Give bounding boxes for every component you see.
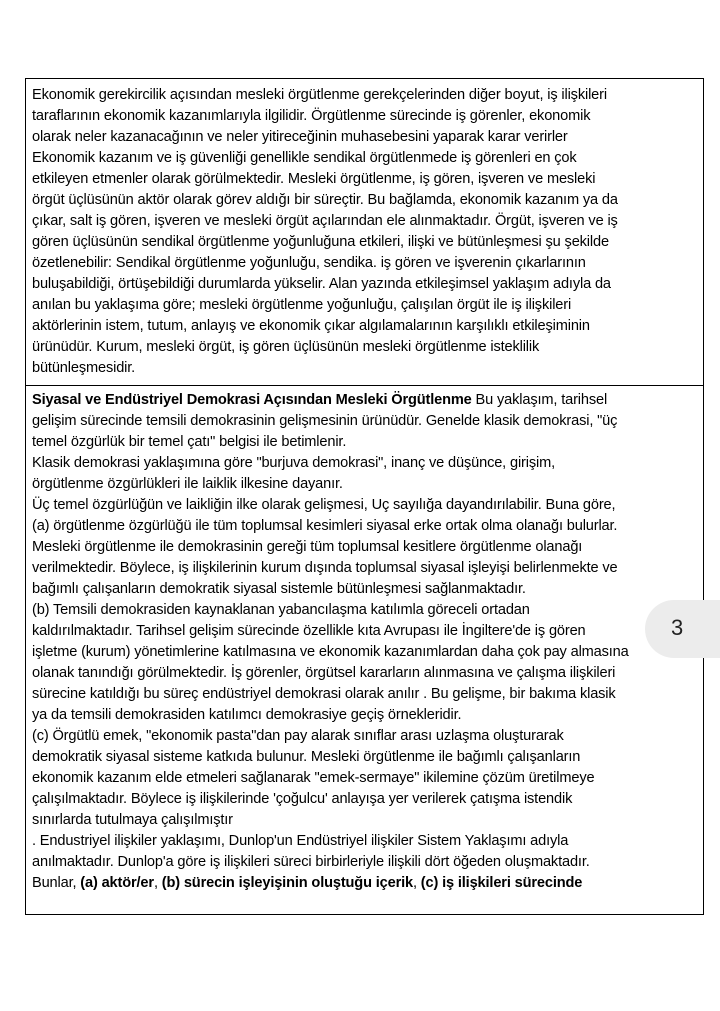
text-line-final: [32, 873, 697, 894]
item-a-bold: (a) aktör/er: [80, 875, 154, 891]
text-line: (b) Temsili demokrasiden kaynaklanan yabancılaşma katılımla göreceli ortadan: [32, 602, 530, 618]
text-line: sınırlarda tutulmaya çalışılmıştır: [32, 812, 233, 828]
text-line: örgüt üçlüsünün aktör olarak görev aldığı bir süreçtir. Bu bağlamda, ekonomik kazanım ya da: [32, 192, 618, 208]
section-heading: Siyasal ve Endüstriyel Demokrasi Açısından Mesleki Örgütlenme: [32, 392, 472, 408]
text-line: çıkar, salt iş gören, işveren ve mesleki örgüt açılarından ele alınmaktadır. Örgüt, işveren ve iş: [32, 213, 618, 229]
text-line: Ekonomik kazanım ve iş güvenliği genellikle sendikal örgütlenmede iş görenleri en çok: [32, 150, 577, 166]
paragraph-heading-line: [32, 390, 697, 411]
table-cell-economic: [26, 79, 703, 386]
text-line: taraflarının ekonomik kazanımlarıyla ilgilidir. Örgütlenme sürecinde iş görenler, ekonomik: [32, 108, 591, 124]
text-line: bağımlı çalışanların demokratik siyasal sistemle bütünleşmesi sağlanmaktadır.: [32, 581, 526, 597]
text-line: ya da temsili demokrasiden katılımcı demokrasiye geçiş örnekleridir.: [32, 707, 462, 723]
text-line: demokratik siyasal sisteme katkıda bulunur. Mesleki örgütlenme ile bağımlı çalışanların: [32, 749, 581, 765]
text-line: kaldırılmaktadır. Tarihsel gelişim sürecinde özellikle kıta Avrupası ile İngiltere'de iş gören: [32, 623, 586, 639]
text-line: buluşabildiği, örtüşebildiği durumlarda yükselir. Alan yazında etkileşimsel yaklaşım adıyla da: [32, 276, 611, 292]
item-c-bold: (c) iş ilişkileri sürecinde: [420, 875, 583, 891]
text-line: bütünleşmesidir.: [32, 360, 136, 376]
text-line: olanak tanındığı görülmektedir. İş görenler, örgütsel kararların alınmasına ve çalışma ilişkileri: [32, 665, 616, 681]
text-line: ekonomik kazanım elde etmeleri sağlanarak "emek-sermaye" ikilemine çözüm üretilmeye: [32, 770, 595, 786]
text-line: çalışılmaktadır. Böylece iş ilişkilerinde 'çoğulcu' anlayışa yer verilerek çatışma istendik: [32, 791, 573, 807]
text-line: gören üçlüsünün sendikal örgütlenme yoğunluğuna etkileri, ilişki ve bütünleşmesi şu şekilde: [32, 234, 609, 250]
text-line: gelişim sürecinde temsili demokrasinin gelişmesinin ürünüdür. Genelde klasik demokrasi, "üç: [32, 413, 618, 429]
text-line: olarak neler kazanacağının ve neler yitireceğinin muhasebesini yaparak karar verirler: [32, 129, 568, 145]
text-line: etkileyen etmenler olarak görülmektedir. Mesleki örgütlenme, iş gören, işveren ve mesleki: [32, 171, 596, 187]
document-table: [25, 78, 704, 915]
separator: ,: [153, 875, 162, 891]
text-line: Klasik demokrasi yaklaşımına göre "burjuva demokrasi", inanç ve düşünce, girişim,: [32, 455, 556, 471]
page-number-badge: [645, 600, 720, 658]
text-line: işletme (kurum) yönetimlerine katılmasına ve ekonomik kazanımlardan daha çok pay almasına: [32, 644, 629, 660]
text-line: Ekonomik gerekircilik açısından mesleki örgütlenme gerekçelerinden diğer boyut, iş ilişkileri: [32, 87, 607, 103]
text-line: ürünüdür. Kurum, mesleki örgüt, iş gören üçlüsünün mesleki örgütlenme isteklilik: [32, 339, 540, 355]
text-line: Mesleki örgütlenme ile demokrasinin gereği tüm toplumsal kesitlere örgütlenme olanağı: [32, 539, 583, 555]
final-line-prefix: Bunlar,: [32, 875, 81, 891]
item-b-bold: (b) sürecin işleyişinin oluştuğu içerik: [161, 875, 413, 891]
paragraph-body: [32, 411, 697, 873]
heading-continuation: Bu yaklaşım, tarihsel: [471, 392, 608, 408]
text-line: (a) örgütlenme özgürlüğü ile tüm toplumsal kesimleri siyasal erke ortak olma olanağı bulurlar.: [32, 518, 618, 534]
separator: ,: [412, 875, 421, 891]
text-line: anılmaktadır. Dunlop'a göre iş ilişkileri süreci birbirleriyle ilişkili dört öğeden oluşmaktadır.: [32, 854, 590, 870]
text-line: anılan bu yaklaşıma göre; mesleki örgütlenme yoğunluğu, çalışılan örgüt ile iş ilişkileri: [32, 297, 572, 313]
text-line: temel özgürlük bir temel çatı" belgisi ile betimlenir.: [32, 434, 347, 450]
text-line: verilmektedir. Böylece, iş ilişkilerinin kurum dışında toplumsal siyasal işleyişi belirlenmekte ve: [32, 560, 618, 576]
text-line: örgütlenme özgürlükleri ile laiklik ilkesine dayanır.: [32, 476, 343, 492]
text-line: Üç temel özgürlüğün ve laikliğin ilke olarak gelişmesi, Uç sayılığa dayandırılabilir. Buna göre,: [32, 497, 616, 513]
table-cell-democracy: [26, 386, 703, 914]
text-line: . Endustriyel ilişkiler yaklaşımı, Dunlop'un Endüstriyel ilişkiler Sistem Yaklaşımı adıyla: [32, 833, 569, 849]
text-line: özetlenebilir: Sendikal örgütlenme yoğunluğu, sendika. iş gören ve işverenin çıkarlarının: [32, 255, 586, 271]
page-number: 3: [671, 615, 684, 640]
text-line: sürecine katıldığı bu süreç endüstriyel demokrasi olarak anılır . Bu gelişme, bir bakıma klasik: [32, 686, 616, 702]
text-line: (c) Örgütlü emek, "ekonomik pasta"dan pay alarak sınıflar arası uzlaşma oluşturarak: [32, 728, 564, 744]
text-line: aktörlerinin istem, tutum, anlayış ve ekonomik çıkar algılamalarının karşılıklı etkileşiminin: [32, 318, 590, 334]
